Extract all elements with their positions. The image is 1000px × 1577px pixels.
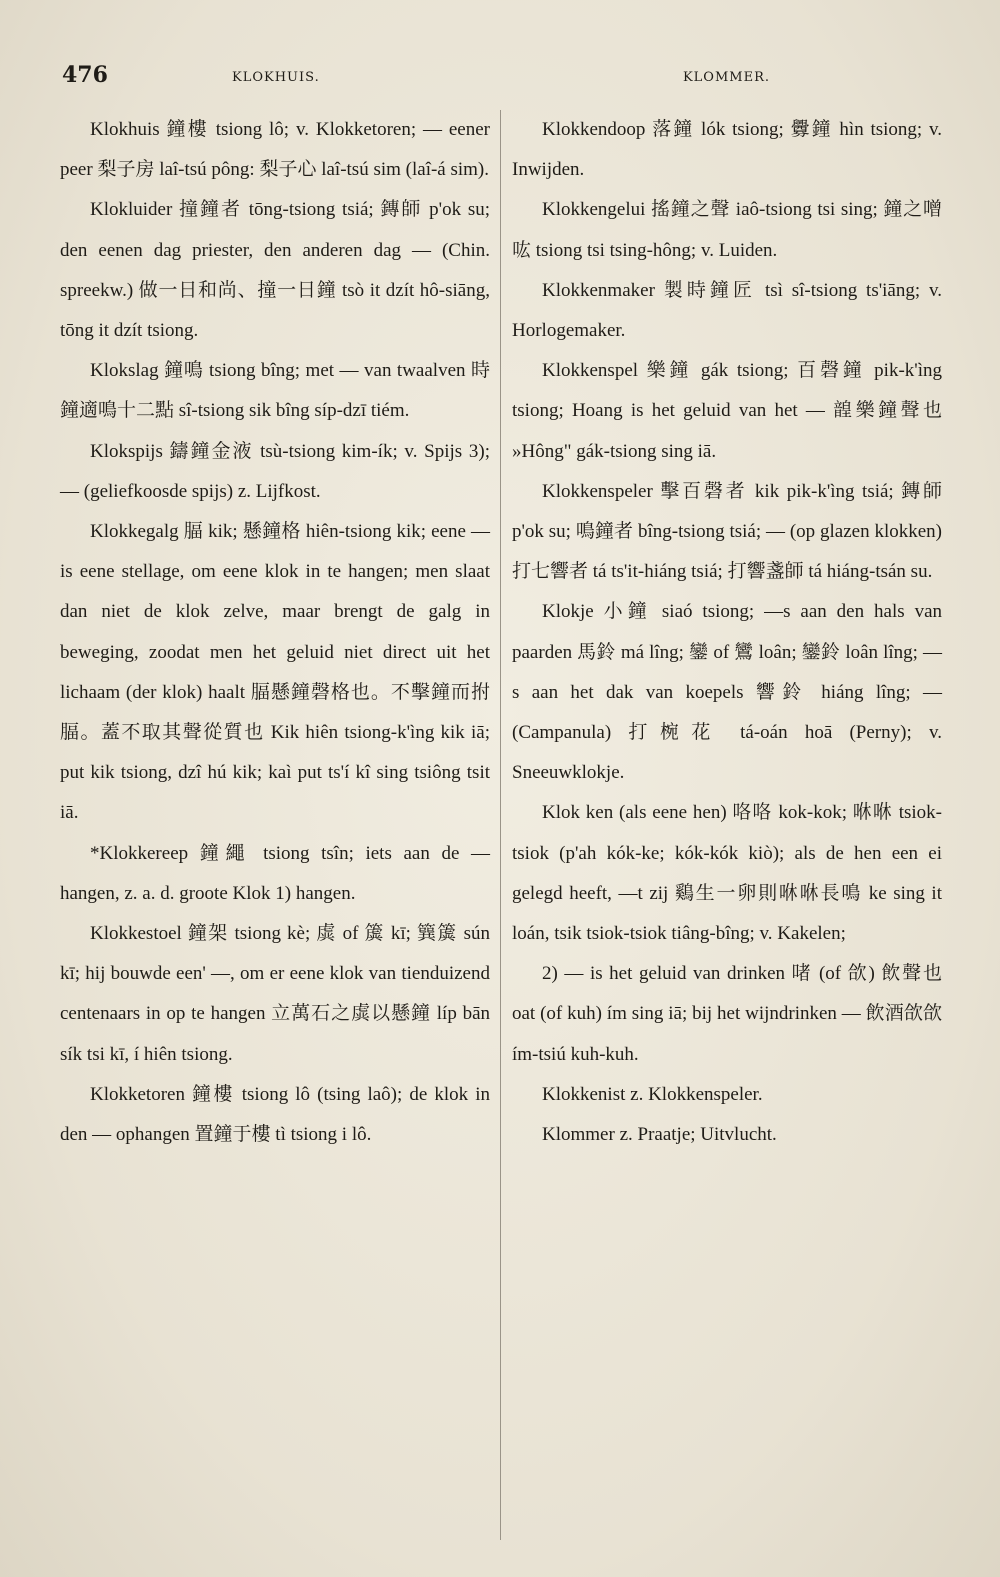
running-head-right: KLOMMER. bbox=[682, 70, 770, 85]
entry-klokkereep: *Klokkereep 鐘繩 tsiong tsîn; iets aan de — hangen, z. a. d. groote Klok 1) hangen. bbox=[60, 842, 490, 904]
page-header bbox=[62, 62, 940, 90]
entry-klommer: Klommer z. Praatje; Uitvlucht. bbox=[542, 1124, 777, 1146]
running-head-left: KLOKHUIS. bbox=[232, 70, 320, 85]
right-column bbox=[512, 110, 942, 1155]
entry-klokkendoop: Klokkendoop 落鐘 lók tsiong; 釁鐘 hìn tsiong; v. Inwijden. bbox=[512, 119, 942, 181]
entry-klokspijs: Klokspijs 鑄鐘金液 tsù-tsiong kim-ík; v. Spijs 3); — (geliefkoosde spijs) z. Lijfkost. bbox=[60, 440, 490, 502]
entry-klokslag: Klokslag 鐘鳴 tsiong bîng; met — van twaalven 時鐘適鳴十二點 sî-tsiong sik bîng síp-dzī tiém. bbox=[60, 360, 490, 422]
entry-klokkestoel: Klokkestoel 鐘架 tsiong kè; 虡 of 簴 kī; 簨簴 sún kī; hij bouwde een' —, om er eene klok van tienduizend centenaars in op te hangen 立萬石之虡以懸鐘 líp bān sík tsi kī, í hiên tsiong. bbox=[60, 923, 490, 1065]
entry-klokkenspel: Klokkenspel 樂鐘 gák tsiong; 百磬鐘 pik-k'ìng tsiong; Hoang is het geluid van het — 韹樂鐘聲也 »Hông" gák-tsiong sing iā. bbox=[512, 360, 942, 462]
column-divider bbox=[500, 110, 501, 1540]
entry-klokje: Klokje 小鐘 siaó tsiong; —s aan den hals van paarden 馬鈴 má lîng; 鑾 of 鸞 loân; 鑾鈴 loân lîng; —s aan het dak van koepels 響鈴 hiáng lîng; — (Campanula) 打椀花 tá-oán hoā (Perny); v. Sneeuwklokje. bbox=[512, 601, 942, 784]
entry-klokkengelui: Klokkengelui 搖鐘之聲 iaô-tsiong tsi sing; 鐘之噌吰 tsiong tsi tsing-hông; v. Luiden. bbox=[512, 199, 942, 261]
left-column bbox=[60, 110, 490, 1155]
entry-klokken-2: 2) — is het geluid van drinken 啫 (of 欱) 飲聲也 oat (of kuh) ím sing iā; bij het wijndrinken — 飲酒欱欱 ím-tsiú kuh-kuh. bbox=[512, 963, 942, 1065]
entry-klokkenmaker: Klokkenmaker 製時鐘匠 tsì sî-tsiong ts'iāng; v. Horlogemaker. bbox=[512, 279, 942, 342]
entry-klokhuis: Klokhuis 鐘樓 tsiong lô; v. Klokketoren; — eener peer 梨子房 laî-tsú pông: 梨子心 laî-tsú sim (laî-á sim). bbox=[60, 119, 490, 181]
entry-klokkegalg: Klokkegalg 腷 kik; 懸鐘格 hiên-tsiong kik; eene — is eene stellage, om eene klok in te hangen; men slaat dan niet de klok zelve, maar brengt de galg in beweging, zoodat men het geluid niet direct uit het lichaam (der klok) haalt 腷懸鐘磬格也。不擊鐘而拊腷。蓋不取其聲從質也 Kik hiên tsiong-k'ìng kik iā; put kik tsiong, dzî hú kik; kaì put ts'í kî sing tsiông tsit iā. bbox=[60, 521, 490, 824]
entry-klokketoren: Klokketoren 鐘樓 tsiong lô (tsing laô); de klok in den — ophangen 置鐘于樓 tì tsiong i lô. bbox=[60, 1083, 490, 1146]
entry-klokkenist: Klokkenist z. Klokkenspeler. bbox=[542, 1083, 763, 1105]
entry-klokken: Klok ken (als eene hen) 咯咯 kok-kok; 咻咻 tsiok-tsiok (p'ah kók-ke; kók-kók kiò); als de hen een ei gelegd heeft, —t zij 鷄生一卵則咻咻長鳴 ke sing it loán, tsik tsiok-tsiok tiâng-bîng; v. Kakelen; bbox=[512, 802, 942, 945]
entry-klokkenspeler: Klokkenspeler 擊百磬者 kik pik-k'ìng tsiá; 鏄師 p'ok su; 鳴鐘者 bîng-tsiong tsiá; — (op glazen klokken) 打七響者 tá ts'it-hiáng tsiá; 打響盞師 tá hiáng-tsán su. bbox=[512, 480, 942, 583]
page-number: 476 bbox=[62, 62, 108, 88]
entry-klokluider: Klokluider 撞鐘者 tōng-tsiong tsiá; 鏄師 p'ok su; den eenen dag priester, den anderen dag — (Chin. spreekw.) 做一日和尚、撞一日鐘 tsò it dzít hô-siāng, tōng it dzít tsiong. bbox=[60, 199, 490, 342]
